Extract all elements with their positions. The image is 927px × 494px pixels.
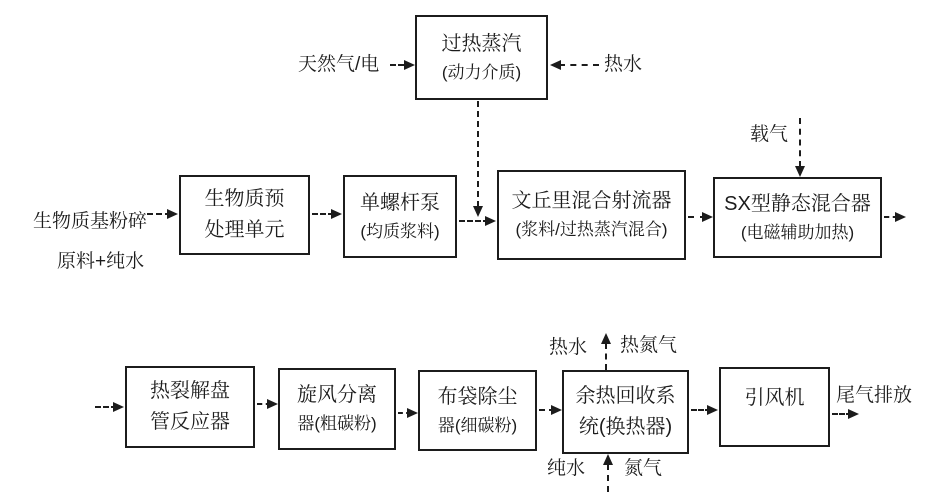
label-feed-line2: 原料+纯水 [57, 251, 145, 272]
box-cyclone-separator-line2: 器(粗碳粉) [297, 414, 377, 434]
box-screw-pump [343, 175, 457, 258]
label-hot-water-out: 热水 [549, 337, 588, 358]
label-feed-line1: 生物质基粉碎 [33, 211, 148, 232]
box-static-mixer [713, 177, 882, 258]
arrowhead-gas-to-steam [404, 60, 415, 70]
connector-carrier-gas-down [799, 118, 801, 167]
arrowhead-carrier-gas-down [795, 166, 805, 177]
label-nitrogen-in: 氮气 [624, 458, 663, 479]
arrowhead-venturi-to-mixer [702, 212, 713, 222]
connector-heat-outputs-up [605, 343, 607, 370]
box-bag-filter [418, 370, 537, 451]
arrowhead-steam-down [473, 206, 483, 217]
box-screw-pump-line2: (均质浆料) [360, 221, 440, 241]
box-superheated-steam-line1: 过热蒸汽 [441, 32, 522, 55]
box-heat-recovery [562, 370, 689, 454]
label-hot-water-in: 热水 [604, 54, 643, 75]
box-venturi-mixer-line2: (浆料/过热蒸汽混合) [515, 220, 668, 240]
box-venturi-mixer [497, 170, 686, 260]
arrowhead-in-to-reactor [113, 402, 124, 412]
arrowhead-feed-to-pretreatment [167, 209, 178, 219]
box-pyrolysis-reactor [125, 366, 255, 448]
label-carrier-gas: 载气 [750, 124, 789, 145]
box-screw-pump-line1: 单螺杆泵 [360, 191, 440, 214]
box-pyrolysis-reactor-line1: 热裂解盘 [150, 380, 230, 402]
box-superheated-steam [415, 15, 548, 100]
box-cyclone-separator-line1: 旋风分离 [297, 384, 377, 407]
connector-steam-down [477, 101, 479, 207]
box-induced-draft-fan-line1: 引风机 [744, 387, 805, 409]
box-induced-draft-fan [719, 367, 830, 447]
arrowhead-pump-to-venturi [485, 216, 496, 226]
box-pretreatment [179, 175, 310, 255]
box-pretreatment-line2: 处理单元 [204, 219, 285, 241]
arrowhead-heatrecovery-to-fan [707, 405, 718, 415]
arrowhead-bagfilter-to-heatrecovery [551, 405, 562, 415]
box-pretreatment-line1: 生物质预 [204, 188, 285, 210]
connector-heat-inputs-up [607, 464, 609, 492]
box-heat-recovery-line1: 余热回收系 [575, 385, 676, 407]
box-static-mixer-line2: (电磁辅助加热) [740, 222, 855, 242]
label-exhaust: 尾气排放 [836, 385, 913, 406]
box-static-mixer-line1: SX型静态混合器 [724, 192, 871, 215]
arrowhead-pretreatment-to-pump [331, 209, 342, 219]
connector-water-to-steam [559, 64, 599, 66]
arrowhead-fan-to-exhaust [848, 409, 859, 419]
arrowhead-cyclone-to-bagfilter [407, 408, 418, 418]
arrowhead-mixer-out [895, 212, 906, 222]
arrowhead-reactor-to-cyclone [267, 399, 278, 409]
label-hot-nitrogen-out: 热氮气 [620, 335, 678, 356]
label-natural-gas: 天然气/电 [298, 54, 380, 75]
box-bag-filter-line1: 布袋除尘 [437, 385, 518, 408]
label-pure-water-in: 纯水 [547, 458, 586, 479]
box-venturi-mixer-line1: 文丘里混合射流器 [511, 190, 672, 213]
box-cyclone-separator [278, 368, 396, 450]
box-superheated-steam-line2: (动力介质) [441, 62, 522, 82]
box-bag-filter-line2: 器(细碳粉) [437, 415, 518, 435]
box-pyrolysis-reactor-line2: 管反应器 [150, 411, 230, 433]
box-heat-recovery-line2: 统(换热器) [578, 416, 673, 438]
